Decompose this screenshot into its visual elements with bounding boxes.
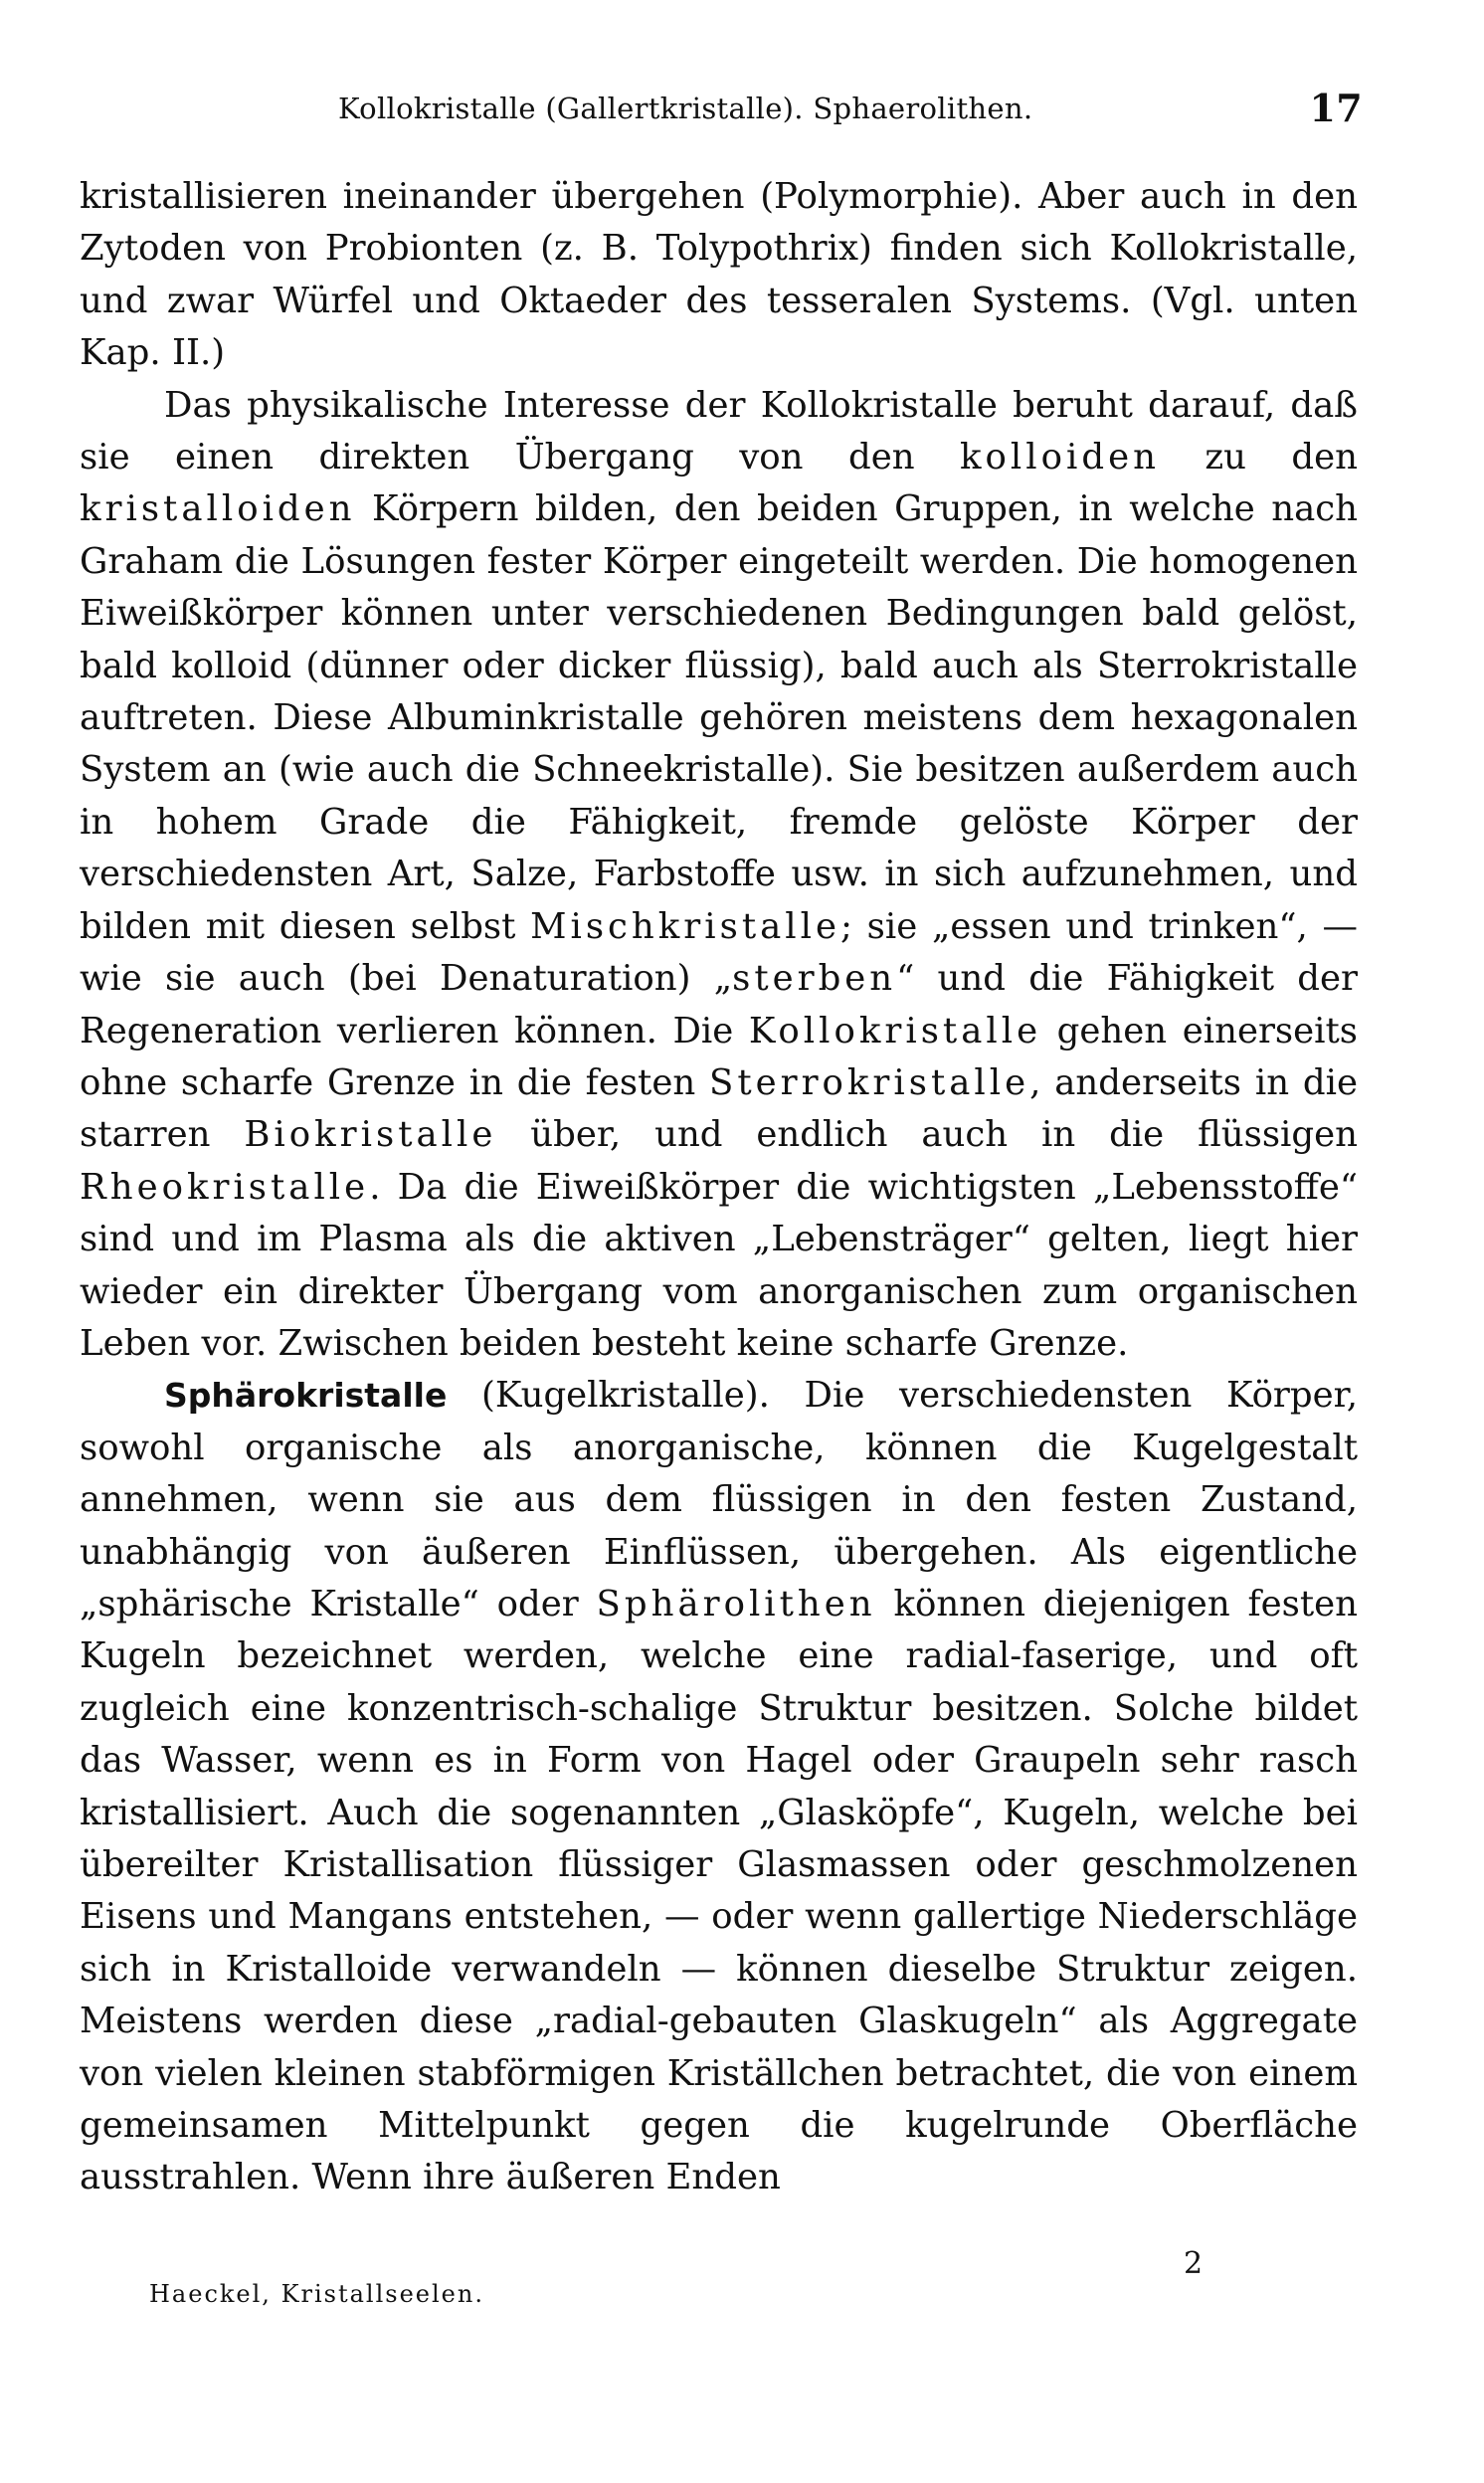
text-run: gehen einerseits ohne scharfe Grenze in die festen xyxy=(80,1010,1358,1103)
text-run: Körpern bilden, den beiden Gruppen, in welche nach Graham die Lösungen fester Körper eingeteilt werden. Die homogenen Eiweißkörper können unter verschiedenen Bedingungen bald gelöst, bald kolloid (dünner oder dicker flüssig), bald auch als Sterrokristalle auftreten. Diese Albuminkristalle gehören meistens dem hexagonalen System an (wie auch die Schneekristalle). Sie besitzen außerdem auch in hohem Grade die Fähigkeit, fremde gelöste Körper der verschiedensten Art, Salze, Farbstoffe usw. in sich aufzunehmen, und bilden mit diesen selbst xyxy=(80,488,1358,947)
footer-note: Haeckel, Kristallseelen. xyxy=(149,2280,484,2308)
running-title: Kollokristalle (Gallertkristalle). Sphaerolithen. xyxy=(338,92,1033,125)
running-header xyxy=(298,86,1363,141)
text-run: über, und endlich auch in die flüssigen xyxy=(496,1114,1358,1156)
spaced-term: sterben xyxy=(732,958,897,1000)
paragraph-3 xyxy=(80,1370,1358,2204)
spaced-term: Kollokristalle xyxy=(748,1010,1042,1051)
page-number: 17 xyxy=(1309,86,1363,130)
spaced-term: Mischkristalle xyxy=(530,905,840,947)
spaced-term: Sterrokristalle xyxy=(709,1061,1030,1103)
text-run: (Kugelkristalle). Die verschiedensten Körper, sowohl organische als anorganische, können die Kugelgestalt annehmen, wenn sie aus dem flüssigen in den festen Zustand, unabhängig von äußeren Einflüssen, übergehen. Als eigentliche „sphärische Kristalle“ oder xyxy=(80,1375,1358,1624)
bold-term: Sphärokristalle xyxy=(164,1376,448,1416)
text-run: zu den xyxy=(1159,437,1358,478)
body-text xyxy=(80,171,1358,2204)
spaced-term: kolloiden xyxy=(960,437,1160,478)
text-run: ; sie „essen und trinken“, — wie sie auch (bei Denaturation) „ xyxy=(80,905,1358,1000)
text-run: Das physikalische Interesse der Kollokristalle beruht darauf, daß sie einen direkten Übergang von den xyxy=(80,384,1358,478)
spaced-term: kristalloiden xyxy=(80,488,356,530)
paragraph-2 xyxy=(80,380,1358,1371)
signature-mark: 2 xyxy=(1184,2246,1204,2281)
spaced-term: Biokristalle xyxy=(244,1114,497,1156)
text-run: . Da die Eiweißkörper die wichtigsten „Lebensstoffe“ sind und im Plasma als die aktiven „Lebensträger“ gelten, liegt hier wieder ein direkter Übergang vom anorganischen zum organischen Leben vor. Zwischen beiden besteht keine scharfe Grenze. xyxy=(80,1166,1358,1364)
text-run: “ und die Fähigkeit der Regeneration verlieren können. Die xyxy=(80,958,1358,1051)
spaced-term: Sphärolithen xyxy=(596,1583,876,1624)
text-run: können diejenigen festen Kugeln bezeichnet werden, welche eine radial-faserige, und oft zugleich eine konzentrisch-schalige Struktur besitzen. Solche bildet das Wasser, wenn es in Form von Hagel oder Graupeln sehr rasch kristallisiert. Auch die sogenannten „Glasköpfe“, Kugeln, welche bei übereilter Kristallisation flüssiger Glasmassen oder geschmolzenen Eisens und Mangans entstehen, — oder wenn gallertige Niederschläge sich in Kristalloide verwandeln — können dieselbe Struktur zeigen. Meistens werden diese „radial-gebauten Glaskugeln“ als Aggregate von vielen kleinen stabförmigen Kriställchen betrachtet, die von einem gemeinsamen Mittelpunkt gegen die kugelrunde Oberfläche ausstrahlen. Wenn ihre äußeren Enden xyxy=(80,1583,1358,2198)
paragraph-1: kristallisieren ineinander übergehen (Polymorphie). Aber auch in den Zytoden von Probionten (z. B. Tolypothrix) finden sich Kollokristalle, und zwar Würfel und Oktaeder des tesseralen Systems. (Vgl. unten Kap. II.) xyxy=(80,176,1358,374)
spaced-term: Rheokristalle xyxy=(80,1166,370,1208)
text-run: , anderseits in die starren xyxy=(80,1061,1358,1156)
